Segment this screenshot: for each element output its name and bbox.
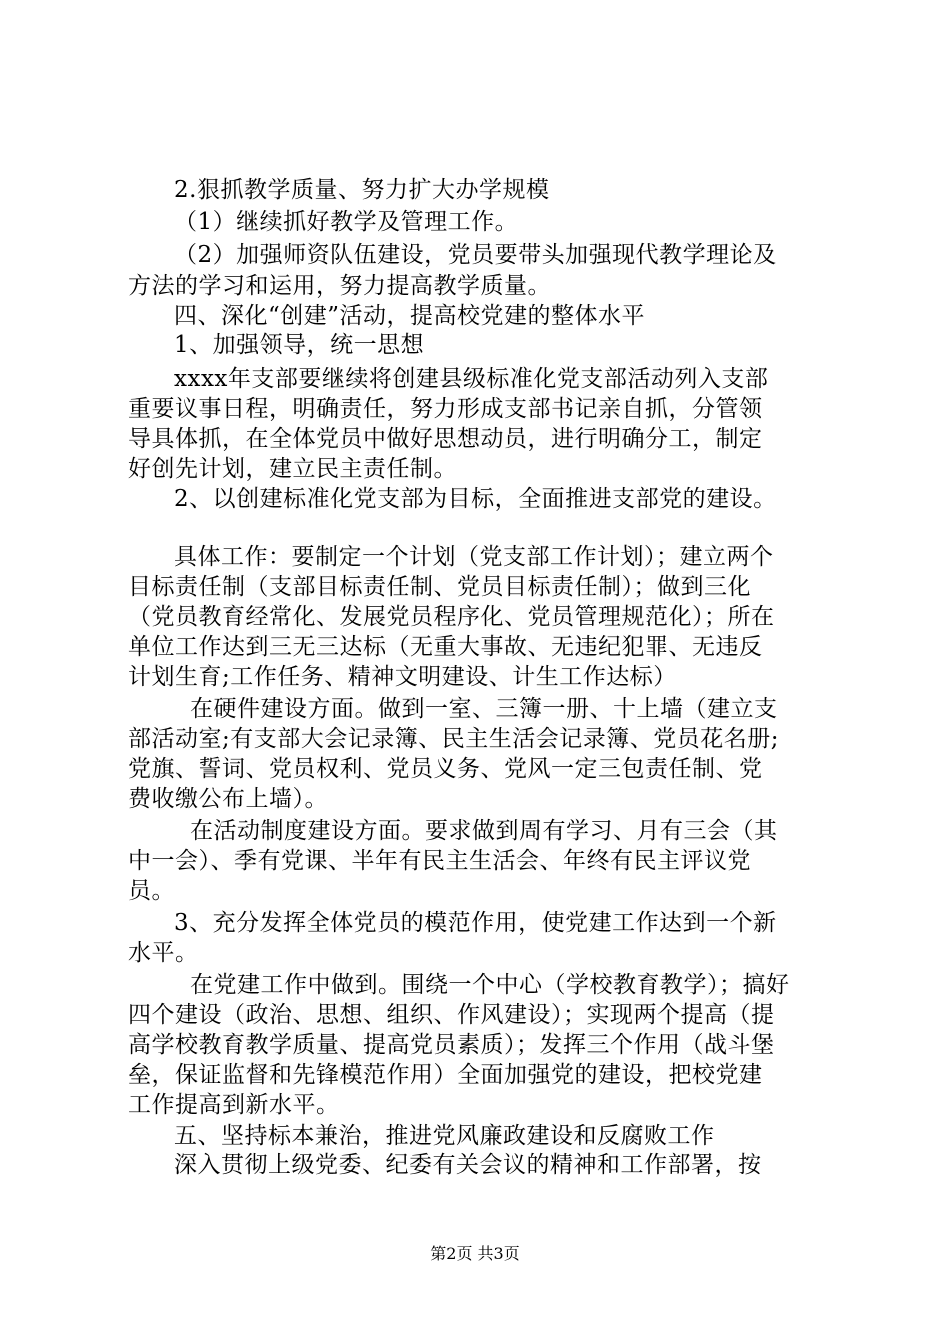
paragraph-line: （1）继续抓好教学及管理工作。 [174,209,519,235]
paragraph-line: 计划生育;工作任务、精神文明建设、计生工作达标） [128,664,677,690]
paragraph-line: 中一会）、季有党课、半年有民主生活会、年终有民主评议党 [128,848,751,874]
paragraph-line: 方法的学习和运用，努力提高教学质量。 [128,273,551,299]
paragraph-line: 费收缴公布上墙）。 [128,786,328,812]
paragraph-line: 在硬件建设方面。做到一室、三簿一册、十上墙（建立支 [190,696,778,722]
paragraph-line: 重要议事日程，明确责任，努力形成支部书记亲自抓，分管领 [128,396,763,422]
paragraph-line: 导具体抓，在全体党员中做好思想动员，进行明确分工，制定 [128,426,763,452]
section-heading: 1、加强领导，统一思想 [174,332,425,358]
paragraph-line: 四个建设（政治、思想、组织、作风建设）；实现两个提高（提 [128,1002,775,1028]
paragraph-line: 工作提高到新水平。 [128,1092,340,1118]
section-heading: 3、充分发挥全体党员的模范作用，使党建工作达到一个新 [174,910,777,936]
paragraph-line: 深入贯彻上级党委、纪委有关会议的精神和工作部署，按 [174,1152,762,1178]
paragraph-line: xxxx年支部要继续将创建县级标准化党支部活动列入支部 [174,366,769,392]
section-heading: 五、坚持标本兼治，推进党风廉政建设和反腐败工作 [174,1123,715,1149]
paragraph-line: 具体工作：要制定一个计划（党支部工作计划）；建立两个 [174,544,774,570]
section-heading: 2、以创建标准化党支部为目标，全面推进支部党的建设。 [174,486,777,512]
section-heading: 2.狠抓教学质量、努力扩大办学规模 [174,177,550,203]
paragraph-line: 在活动制度建设方面。要求做到周有学习、月有三会（其 [190,818,778,844]
paragraph-line: 好创先计划，建立民主责任制。 [128,456,457,482]
section-heading: 四、深化“创建”活动，提高校党建的整体水平 [174,303,646,329]
paragraph-line: 高学校教育教学质量、提高党员素质）；发挥三个作用（战斗堡 [128,1032,775,1058]
paragraph-line: （党员教育经常化、发展党员程序化、党员管理规范化）；所在 [128,604,775,630]
paragraph-line: （2）加强师资队伍建设，党员要带头加强现代教学理论及 [174,242,777,268]
paragraph-line: 部活动室;有支部大会记录簿、民主生活会记录簿、党员花名册; [128,726,779,752]
paragraph-line: 目标责任制（支部目标责任制、党员目标责任制）；做到三化 [128,574,751,600]
paragraph-line: 垒，保证监督和先锋模范作用）全面加强党的建设，把校党建 [128,1062,763,1088]
page-footer: 第2页 共3页 [430,1244,520,1263]
paragraph-line: 员。 [128,878,175,904]
paragraph-line: 水平。 [128,940,199,966]
paragraph-line: 单位工作达到三无三达标（无重大事故、无违纪犯罪、无违反 [128,634,763,660]
paragraph-line: 党旗、誓词、党员权利、党员义务、党风一定三包责任制、党 [128,756,763,782]
paragraph-line: 在党建工作中做到。围绕一个中心（学校教育教学）；搞好 [190,972,790,998]
